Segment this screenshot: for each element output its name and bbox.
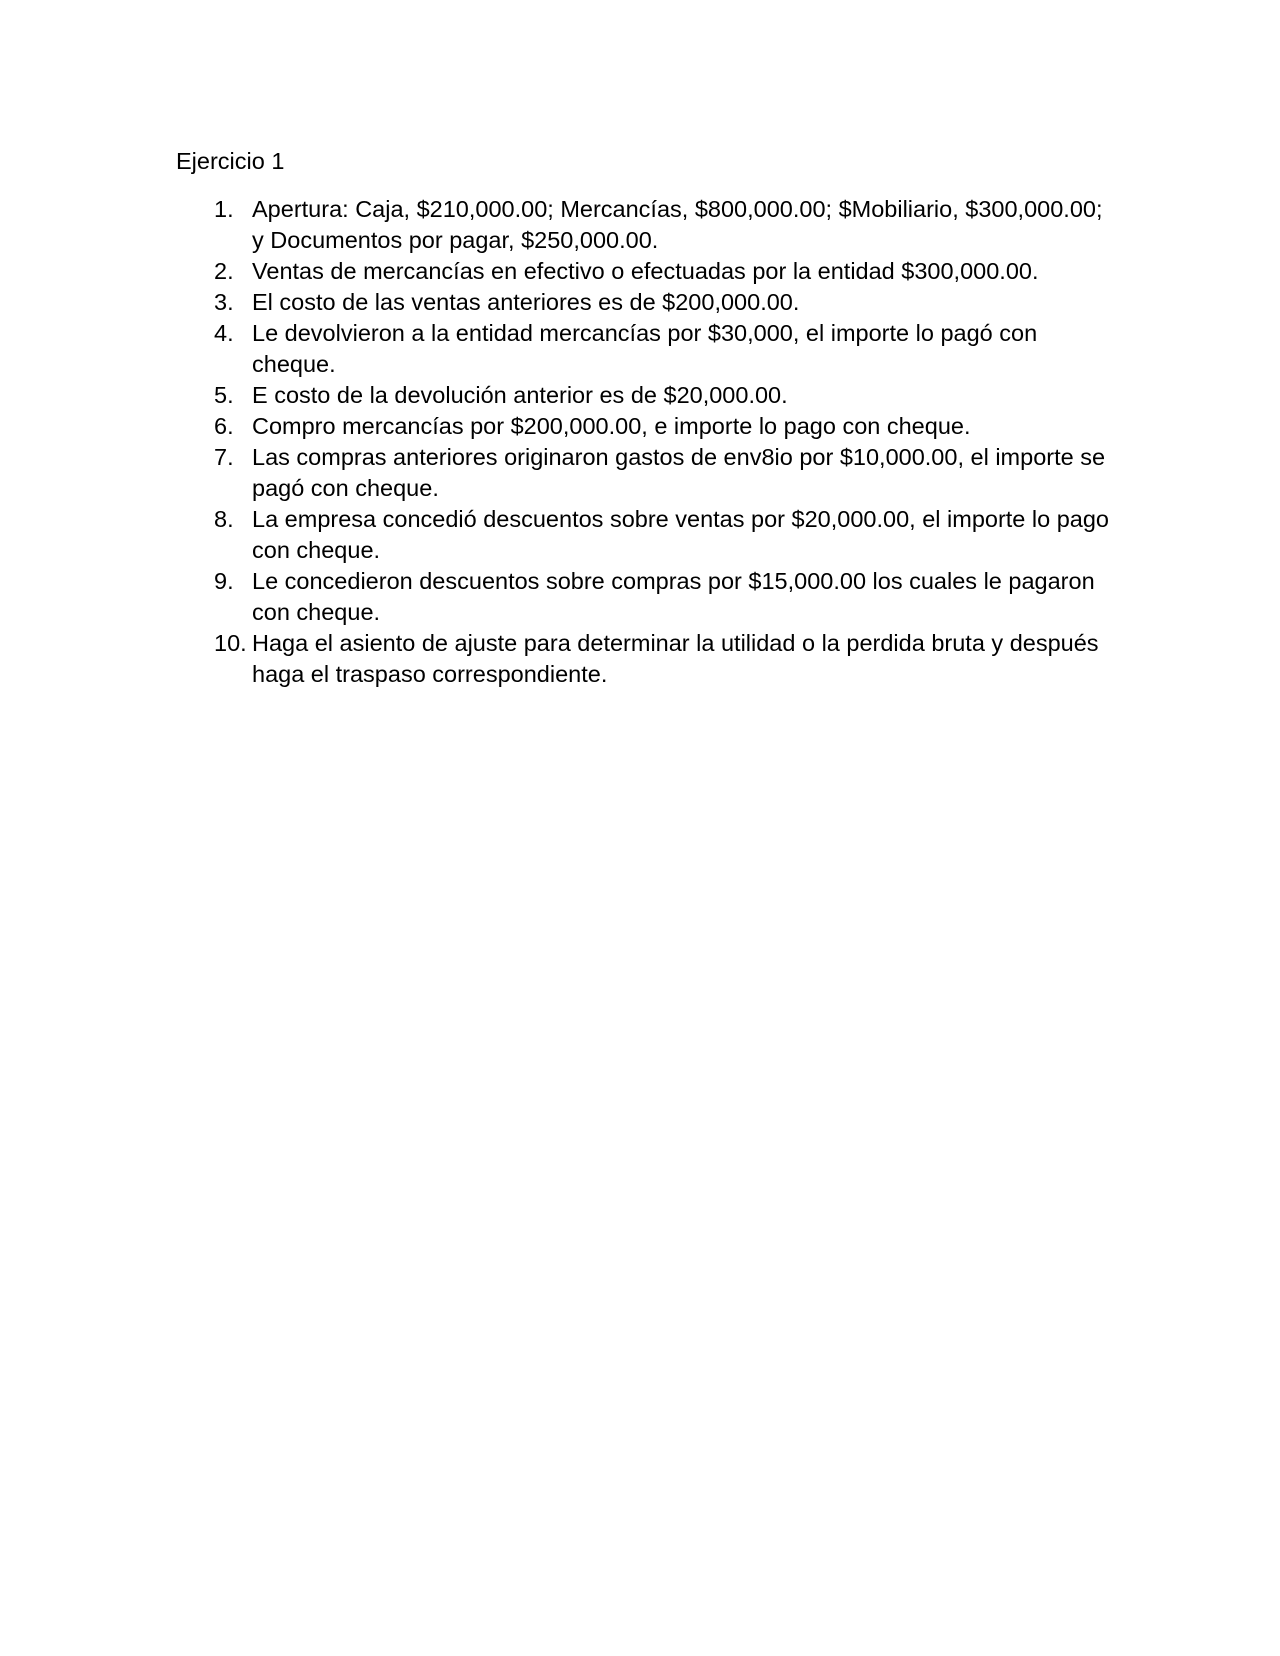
item-number: 9.: [214, 568, 234, 594]
item-number: 10.: [214, 630, 247, 656]
list-item: [0, 318, 1112, 380]
list-item: [0, 256, 1112, 287]
item-text: Apertura: Caja, $210,000.00; Mercancías, $800,000.00; $Mobiliario, $300,000.00; y Documentos por pagar, $250,000.00.: [252, 196, 1103, 253]
list-item: [0, 194, 1112, 256]
item-text: El costo de las ventas anteriores es de $200,000.00.: [252, 289, 800, 315]
item-number: 8.: [214, 506, 234, 532]
item-number: 7.: [214, 444, 234, 470]
item-text: Le concedieron descuentos sobre compras por $15,000.00 los cuales le pagaron con cheque.: [252, 568, 1095, 625]
item-text: Compro mercancías por $200,000.00, e importe lo pago con cheque.: [252, 413, 971, 439]
list-item: [0, 442, 1112, 504]
list-item: [0, 628, 1112, 690]
item-number: 6.: [214, 413, 234, 439]
item-number: 2.: [214, 258, 234, 284]
list-item: [0, 566, 1112, 628]
item-text: Ventas de mercancías en efectivo o efectuadas por la entidad $300,000.00.: [252, 258, 1039, 284]
item-number: 3.: [214, 289, 234, 315]
item-number: 5.: [214, 382, 234, 408]
item-text: Haga el asiento de ajuste para determinar la utilidad o la perdida bruta y después haga el traspaso correspondiente.: [252, 630, 1099, 687]
list-item: [0, 504, 1112, 566]
page-title: Ejercicio 1: [176, 148, 285, 174]
exercise-list: [0, 194, 1280, 690]
item-text: Le devolvieron a la entidad mercancías por $30,000, el importe lo pagó con cheque.: [252, 320, 1038, 377]
list-item: [0, 380, 1112, 411]
list-item: [0, 411, 1112, 442]
item-text: La empresa concedió descuentos sobre ventas por $20,000.00, el importe lo pago con cheque.: [252, 506, 1110, 563]
list-item: [0, 287, 1112, 318]
item-text: E costo de la devolución anterior es de $20,000.00.: [252, 382, 788, 408]
item-text: Las compras anteriores originaron gastos de env8io por $10,000.00, el importe se pagó con cheque.: [252, 444, 1106, 501]
item-number: 1.: [214, 196, 234, 222]
item-number: 4.: [214, 320, 234, 346]
